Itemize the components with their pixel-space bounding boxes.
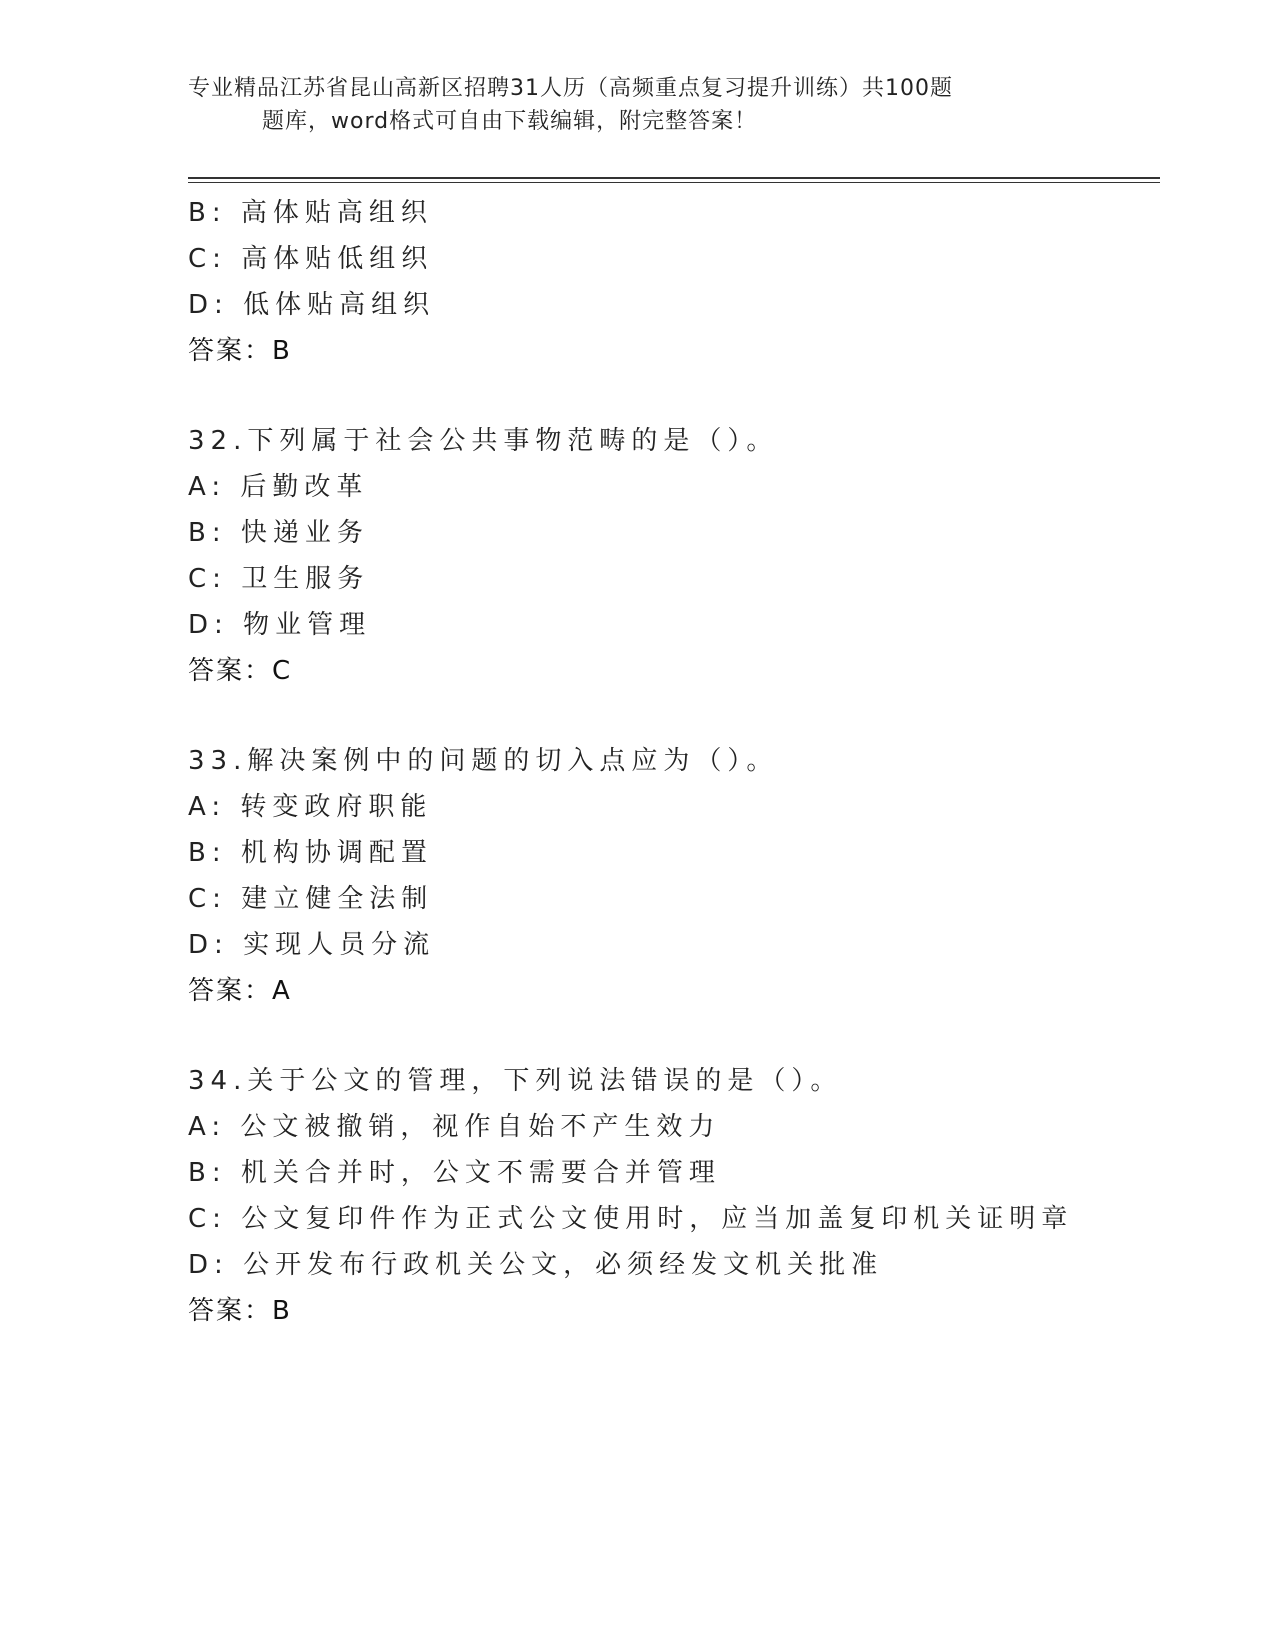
option-a: A: 转变政府职能: [188, 792, 433, 822]
header-rule-thin: [188, 182, 1160, 183]
question-31: [188, 190, 1148, 374]
option-b: B: 快递业务: [188, 518, 369, 548]
option-a: A: 后勤改革: [188, 472, 369, 502]
answer: 答案：C: [188, 656, 293, 686]
option-c: C: 高体贴低组织: [188, 244, 434, 274]
header-rule-thick: [188, 177, 1160, 179]
question-33: [188, 738, 1148, 1014]
answer: 答案：A: [188, 976, 292, 1006]
question-content: [188, 190, 1148, 1334]
option-b: B: 机关合并时，公文不需要合并管理: [188, 1158, 721, 1188]
question-stem: 34.关于公文的管理，下列说法错误的是（）。: [188, 1066, 843, 1096]
answer: 答案：B: [188, 336, 292, 366]
question-34: [188, 1058, 1148, 1334]
header-title-line2: 题库，word格式可自由下载编辑，附完整答案！: [262, 109, 758, 134]
option-d: D: 低体贴高组织: [188, 290, 436, 320]
question-32: [188, 418, 1148, 694]
question-stem: 32.下列属于社会公共事物范畴的是（）。: [188, 426, 779, 456]
option-d: D: 物业管理: [188, 610, 372, 640]
option-c: C: 建立健全法制: [188, 884, 434, 914]
option-c: C: 卫生服务: [188, 564, 370, 594]
answer: 答案：B: [188, 1296, 292, 1326]
option-a: A: 公文被撤销，视作自始不产生效力: [188, 1112, 721, 1142]
option-c: C: 公文复印件作为正式公文使用时，应当加盖复印机关证明章: [188, 1204, 1074, 1234]
option-d: D: 公开发布行政机关公文，必须经发文机关批准: [188, 1250, 884, 1280]
header-title-line1: 专业精品江苏省昆山高新区招聘31人历（高频重点复习提升训练）共100题: [188, 76, 953, 101]
option-b: B: 高体贴高组织: [188, 198, 433, 228]
document-header: [188, 72, 1038, 138]
option-b: B: 机构协调配置: [188, 838, 433, 868]
option-d: D: 实现人员分流: [188, 930, 436, 960]
question-stem: 33.解决案例中的问题的切入点应为（）。: [188, 746, 779, 776]
